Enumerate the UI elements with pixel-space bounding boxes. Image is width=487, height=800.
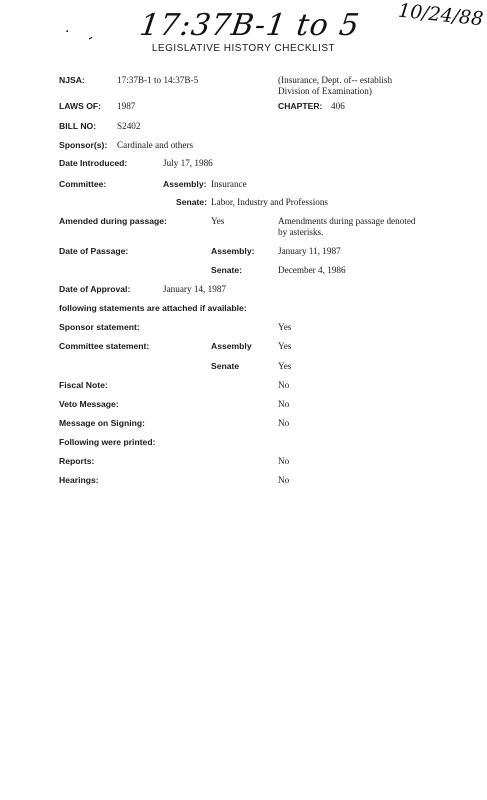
laws-of-label: LAWS OF: <box>59 101 102 111</box>
passage-assembly-label: Assembly: <box>211 246 255 256</box>
fiscal-note-label: Fiscal Note: <box>59 380 108 390</box>
amended-label: Amended during passage: <box>59 216 167 226</box>
date-introduced-label: Date Introduced: <box>59 158 128 168</box>
committee-senate-label: Senate: <box>176 197 208 207</box>
committee-statement-label: Committee statement: <box>59 341 150 351</box>
veto-message-value: No <box>278 399 290 409</box>
date-of-passage-label: Date of Passage: <box>59 246 129 256</box>
sponsors-label: Sponsor(s): <box>59 140 108 150</box>
statement-senate-label: Senate <box>211 361 240 371</box>
handwritten-date: 10/24/88 <box>397 0 485 31</box>
amended-note: Amendments during passage denoted by asterisks. <box>278 216 416 237</box>
njsa-value: 17:37B-1 to 14:37B-5 <box>117 75 199 85</box>
sponsors-value: Cardinale and others <box>117 140 194 150</box>
reports-value: No <box>278 456 290 466</box>
date-of-approval-value: January 14, 1987 <box>163 284 227 294</box>
sponsor-statement-value: Yes <box>278 322 292 332</box>
message-on-signing-value: No <box>278 418 290 428</box>
statement-assembly-value: Yes <box>278 341 292 351</box>
veto-message-label: Veto Message: <box>59 399 119 409</box>
handwritten-dash: - <box>84 29 97 47</box>
committee-assembly-label: Assembly: <box>163 179 207 189</box>
njsa-label: NJSA: <box>59 75 85 85</box>
fiscal-note-value: No <box>278 380 290 390</box>
date-of-approval-label: Date of Approval: <box>59 284 131 294</box>
passage-senate-value: December 4, 1986 <box>278 265 346 275</box>
chapter-label: CHAPTER: <box>278 101 323 111</box>
following-printed-heading: Following were printed: <box>59 437 156 447</box>
committee-senate-value: Labor, Industry and Professions <box>211 197 329 207</box>
committee-assembly-value: Insurance <box>211 179 247 189</box>
statement-senate-value: Yes <box>278 361 292 371</box>
chapter-value: 406 <box>331 101 345 111</box>
handwritten-reference: 17:37B-1 to 5 <box>137 8 363 43</box>
committee-label: Committee: <box>59 179 107 189</box>
handwritten-dot: · <box>65 24 70 40</box>
date-introduced-value: July 17, 1986 <box>163 158 213 168</box>
bill-no-value: S2402 <box>117 121 141 131</box>
following-statements-heading: following statements are attached if available: <box>59 303 247 313</box>
njsa-note: (Insurance, Dept. of-- establish Division of Examination) <box>278 75 393 96</box>
reports-label: Reports: <box>59 456 95 466</box>
message-on-signing-label: Message on Signing: <box>59 418 145 428</box>
document-title: LEGISLATIVE HISTORY CHECKLIST <box>151 43 336 54</box>
passage-assembly-value: January 11, 1987 <box>278 246 341 256</box>
bill-no-label: BILL NO: <box>59 121 97 131</box>
sponsor-statement-label: Sponsor statement: <box>59 322 140 332</box>
laws-of-value: 1987 <box>117 101 136 111</box>
amended-value: Yes <box>211 216 225 226</box>
hearings-label: Hearings: <box>59 475 99 485</box>
statement-assembly-label: Assembly <box>211 341 252 351</box>
hearings-value: No <box>278 475 290 485</box>
passage-senate-label: Senate: <box>211 265 243 275</box>
